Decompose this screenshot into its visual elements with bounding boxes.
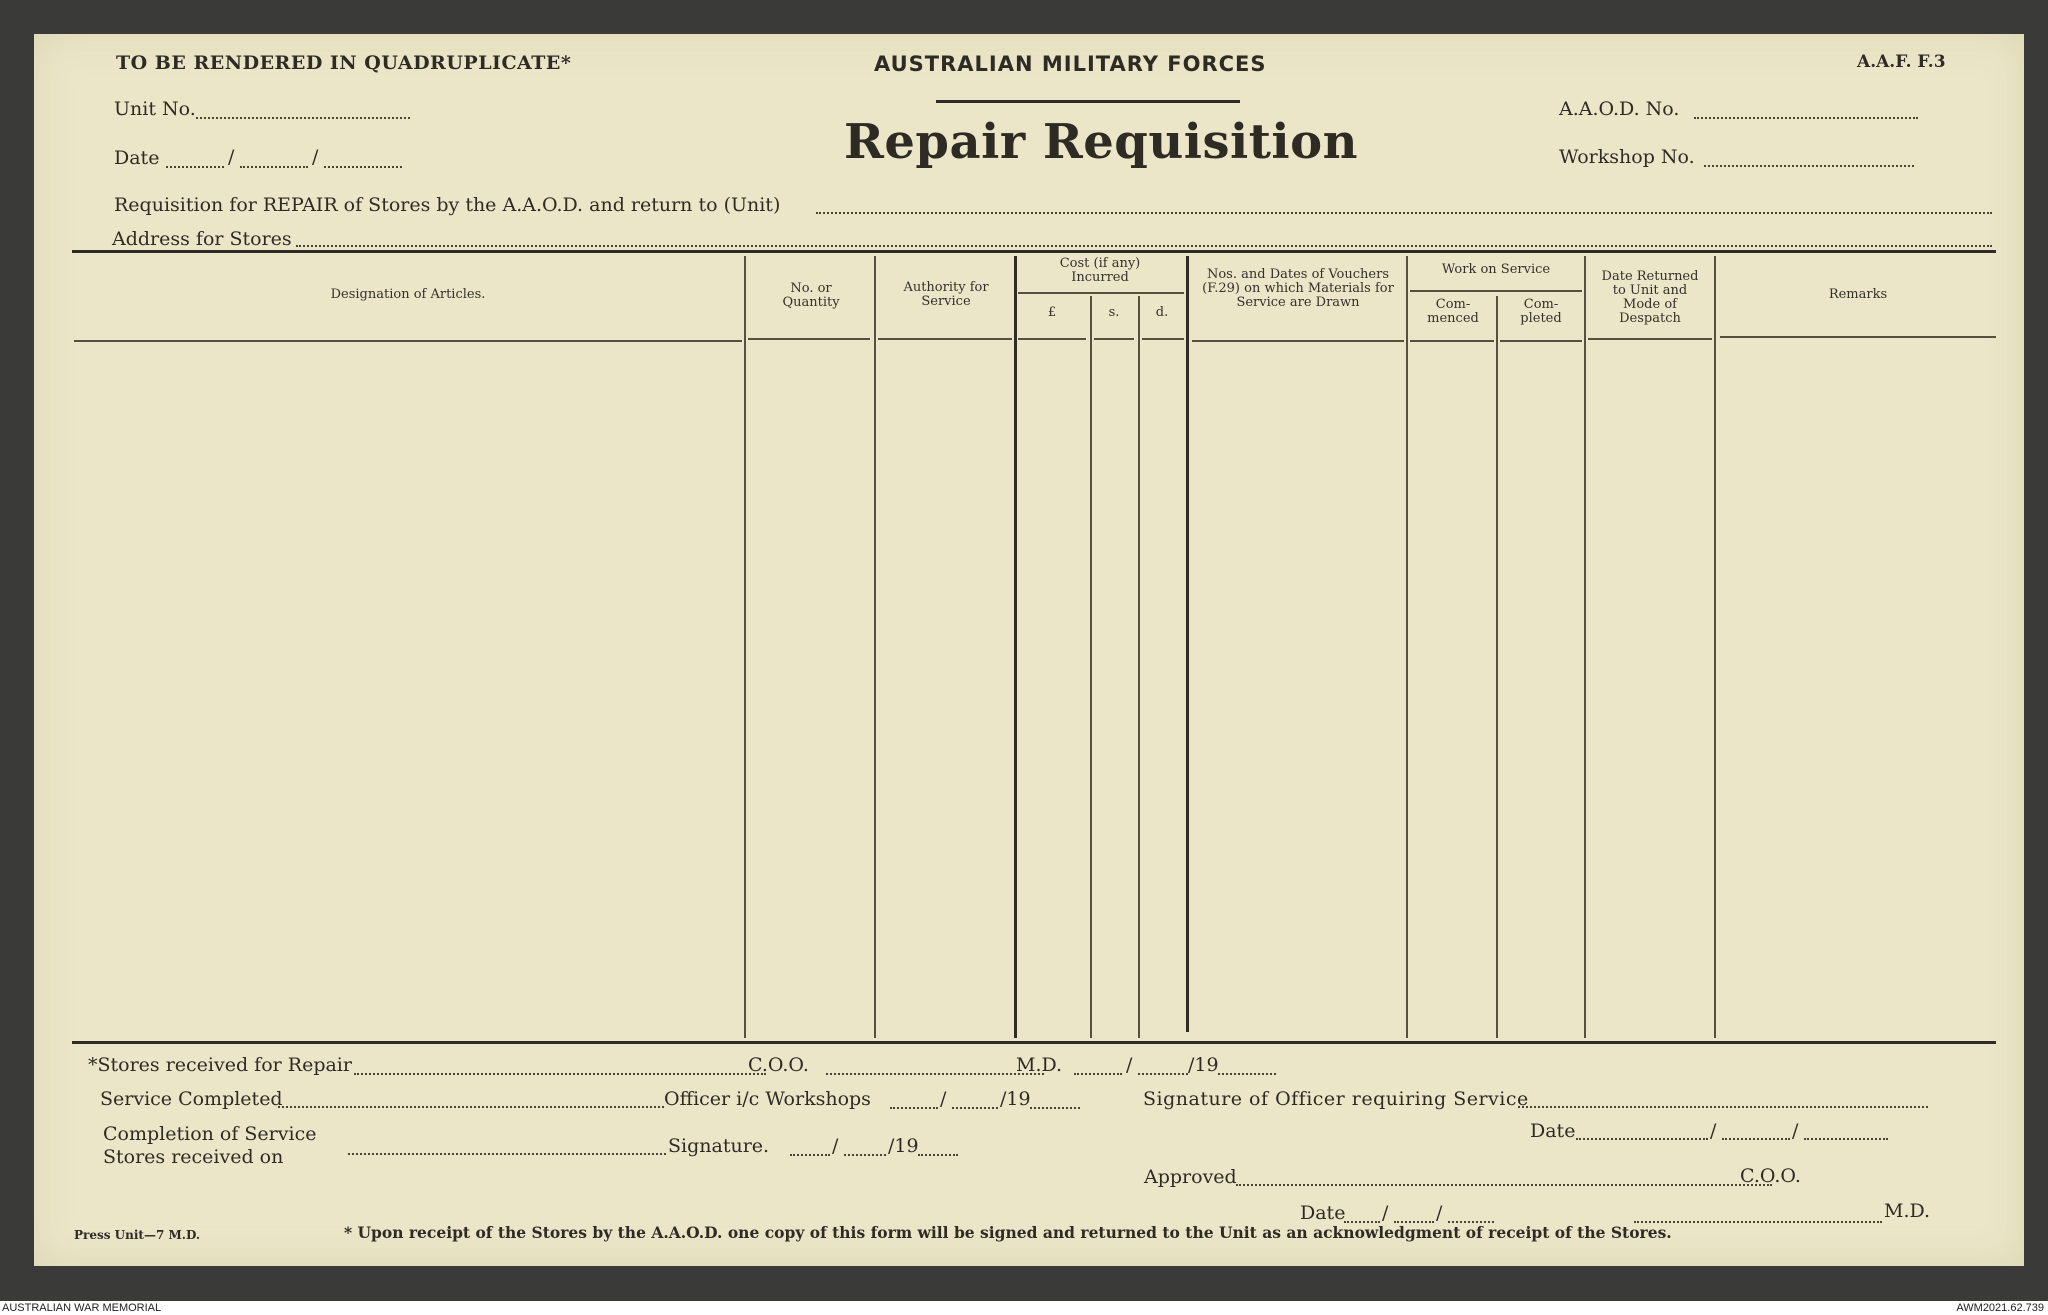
header-underline <box>1410 340 1494 342</box>
approved-field[interactable] <box>1236 1184 1772 1186</box>
officer-date-slash-1: / <box>1710 1120 1717 1142</box>
md-label: M.D. <box>1016 1054 1063 1076</box>
approved-md-label: M.D. <box>1884 1200 1931 1222</box>
col-quantity: No. or Quantity <box>782 281 840 310</box>
coo-field[interactable] <box>826 1073 1044 1075</box>
date-slash-1: / <box>228 146 235 168</box>
archive-source: AUSTRALIAN WAR MEMORIAL <box>2 1302 162 1314</box>
col-remarks: Remarks <box>1828 287 1888 302</box>
workshops-year-prefix: /19 <box>1000 1088 1031 1110</box>
approved-label: Approved <box>1144 1166 1237 1188</box>
header-underline <box>1192 340 1404 342</box>
aaod-no-label: A.A.O.D. No. <box>1559 98 1680 120</box>
md-month-field[interactable] <box>1138 1073 1188 1075</box>
unit-no-label: Unit No. <box>114 98 196 120</box>
archive-strip <box>0 1301 2048 1315</box>
officer-date-slash-2: / <box>1792 1120 1799 1142</box>
work-group-rule <box>1410 290 1582 292</box>
address-field[interactable] <box>296 245 1992 247</box>
title-rule <box>936 100 1240 103</box>
stores-received-field[interactable] <box>354 1073 766 1075</box>
col-date-returned: Date Returned to Unit and Mode of Despatch <box>1601 269 1699 326</box>
col-divider <box>874 256 876 1038</box>
header-underline <box>1094 338 1134 340</box>
signature-label: Signature. <box>668 1135 770 1157</box>
col-divider <box>1138 296 1140 1038</box>
page-title: Repair Requisition <box>844 114 1359 170</box>
workshops-year-field[interactable] <box>1030 1107 1080 1109</box>
unit-no-field[interactable] <box>196 117 410 119</box>
completion-label-2: Stores received on <box>103 1146 284 1168</box>
col-shillings: s. <box>1108 305 1120 320</box>
service-completed-field[interactable] <box>278 1106 664 1108</box>
col-authority: Authority for Service <box>903 280 989 309</box>
officer-date-month-field[interactable] <box>1722 1138 1790 1140</box>
signature-day-field[interactable] <box>790 1154 830 1156</box>
date-label: Date <box>114 147 160 169</box>
md-day-field[interactable] <box>1074 1073 1122 1075</box>
col-pounds: £ <box>1047 305 1057 320</box>
col-divider <box>1496 296 1498 1038</box>
date-year-field[interactable] <box>324 166 402 168</box>
workshop-no-field[interactable] <box>1704 165 1914 167</box>
signature-month-field[interactable] <box>844 1154 886 1156</box>
col-work-on-service: Work on Service <box>1441 262 1551 277</box>
header-underline <box>748 338 870 340</box>
signature-officer-label: Signature of Officer requiring Service <box>1143 1088 1529 1110</box>
requisition-label: Requisition for REPAIR of Stores by the A.A.O.D. and return to (Unit) <box>114 194 781 216</box>
approved-date-slash-1: / <box>1382 1202 1389 1224</box>
md-year-field[interactable] <box>1218 1073 1276 1075</box>
col-divider <box>1186 256 1189 1032</box>
press-unit-note: Press Unit—7 M.D. <box>74 1228 201 1242</box>
approved-date-label: Date <box>1300 1202 1346 1224</box>
date-month-field[interactable] <box>240 166 308 168</box>
header-underline <box>878 338 1012 340</box>
officer-date-year-field[interactable] <box>1804 1138 1888 1140</box>
quadruplicate-note: TO BE RENDERED IN QUADRUPLICATE* <box>116 52 572 74</box>
date-day-field[interactable] <box>166 166 224 168</box>
form-sheet <box>34 34 2024 1266</box>
completion-label-1: Completion of Service <box>103 1123 317 1145</box>
completion-field[interactable] <box>348 1153 666 1155</box>
table-bottom-rule <box>72 1041 1996 1044</box>
col-divider <box>744 256 746 1038</box>
signature-year-field[interactable] <box>918 1154 958 1156</box>
col-cost: Cost (if any) Incurred <box>1059 256 1141 285</box>
workshops-month-field[interactable] <box>952 1107 998 1109</box>
col-divider <box>1406 256 1408 1038</box>
signature-slash: / <box>832 1135 839 1157</box>
header-underline <box>1142 338 1184 340</box>
header-underline <box>1588 338 1712 340</box>
col-divider <box>1014 256 1017 1038</box>
approved-coo-label: C.O.O. <box>1740 1165 1801 1187</box>
workshops-slash: / <box>940 1088 947 1110</box>
col-vouchers: Nos. and Dates of Vouchers (F.29) on which Materials for Service are Drawn <box>1202 267 1394 310</box>
forces-heading: AUSTRALIAN MILITARY FORCES <box>874 52 1267 76</box>
date-slash-2: / <box>312 146 319 168</box>
col-pence: d. <box>1155 305 1169 320</box>
table-top-rule <box>72 250 1996 253</box>
col-divider <box>1584 256 1586 1038</box>
md-year-prefix: /19 <box>1188 1054 1219 1076</box>
officer-workshops-label: Officer i/c Workshops <box>664 1088 871 1110</box>
md-slash: / <box>1126 1054 1133 1076</box>
signature-officer-field[interactable] <box>1518 1106 1928 1108</box>
approved-date-slash-2: / <box>1436 1202 1443 1224</box>
col-commenced: Com- menced <box>1427 297 1479 326</box>
service-completed-label: Service Completed <box>100 1088 283 1110</box>
col-designation: Designation of Articles. <box>330 287 486 302</box>
header-underline <box>1720 336 1996 338</box>
footnote: * Upon receipt of the Stores by the A.A.O.D. one copy of this form will be signed and returned to the Unit as an acknowledgment of receipt of the Stores. <box>344 1223 1672 1242</box>
address-label: Address for Stores <box>112 228 292 250</box>
form-number: A.A.F. F.3 <box>1857 52 1946 72</box>
archive-accession: AWM2021.62.739 <box>1956 1302 2044 1314</box>
aaod-no-field[interactable] <box>1694 117 1918 119</box>
cost-group-rule <box>1018 292 1184 294</box>
workshops-day-field[interactable] <box>890 1107 938 1109</box>
stores-received-label: *Stores received for Repair <box>88 1054 352 1076</box>
officer-date-label: Date <box>1530 1120 1576 1142</box>
header-underline <box>1500 340 1582 342</box>
col-divider <box>1714 256 1716 1038</box>
header-underline <box>74 340 742 342</box>
header-underline <box>1018 338 1086 340</box>
workshop-no-label: Workshop No. <box>1559 146 1695 168</box>
signature-year-prefix: /19 <box>888 1135 919 1157</box>
coo-label: C.O.O. <box>748 1054 809 1076</box>
return-unit-field[interactable] <box>816 212 1992 214</box>
col-divider <box>1090 296 1092 1038</box>
officer-date-day-field[interactable] <box>1576 1138 1708 1140</box>
col-completed: Com- pleted <box>1520 297 1562 326</box>
